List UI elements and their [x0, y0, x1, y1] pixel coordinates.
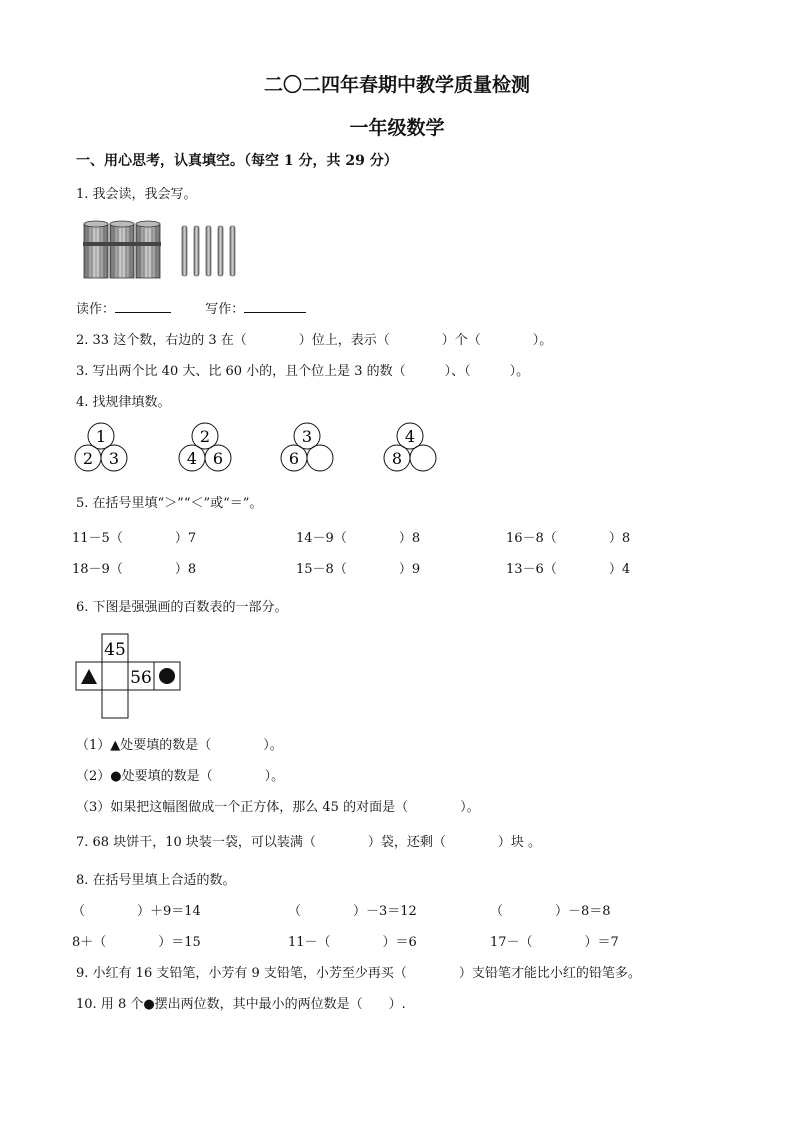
question-6-part-2: （2）●处要填的数是（ ）。 — [76, 769, 285, 784]
loose-stick — [218, 226, 223, 276]
question-9: 9. 小红有 16 支铅笔，小芳有 9 支铅笔，小芳至少再买（ ）支铅笔才能比小红的铅笔多。 — [76, 966, 641, 981]
fill-equation: （ ）－8＝8 — [490, 904, 611, 919]
circle-right-number: 6 — [212, 449, 224, 468]
compare-item: 16－8（ ）8 — [506, 531, 631, 546]
fill-equation: （ ）＋9＝14 — [72, 904, 201, 919]
triangle-icon — [81, 669, 97, 684]
write-label: 写作： — [205, 302, 245, 317]
circle-left-number: 6 — [288, 449, 300, 468]
question-4: 4. 找规律填数。 — [76, 395, 171, 410]
write-answer-blank[interactable] — [244, 299, 306, 313]
circle-top-number: 3 — [301, 427, 313, 446]
loose-stick — [206, 226, 211, 276]
question-2: 2. 33 这个数，右边的 3 在（ ）位上，表示（ ）个（ ）。 — [76, 333, 553, 348]
read-label: 读作： — [76, 302, 116, 317]
stick-bundle-2 — [109, 221, 135, 278]
circle-pattern-figure — [70, 420, 450, 476]
question-6: 6. 下图是强强画的百数表的一部分。 — [76, 600, 288, 615]
question-6-part-3: （3）如果把这幅图做成一个正方体，那么 45 的对面是（ ）。 — [76, 800, 480, 815]
filled-circle-icon — [159, 668, 175, 684]
hundred-chart-net — [74, 633, 186, 719]
compare-item: 14－9（ ）8 — [296, 531, 421, 546]
compare-item: 11－5（ ）7 — [72, 531, 197, 546]
question-10: 10. 用 8 个●摆出两位数，其中最小的两位数是（ ）. — [76, 997, 406, 1012]
stick-bundle-1 — [83, 221, 109, 278]
loose-stick — [182, 226, 187, 276]
stick-bundle-3 — [135, 221, 161, 278]
circle-left-number: 2 — [82, 449, 94, 468]
loose-stick — [194, 226, 199, 276]
circle-group-3 — [281, 423, 333, 471]
fill-equation: 8＋（ ）＝15 — [72, 935, 201, 950]
compare-item: 18－9（ ）8 — [72, 562, 197, 577]
page-subtitle: 一年级数学 — [349, 117, 445, 139]
question-3: 3. 写出两个比 40 大、比 60 小的，且个位上是 3 的数（ ）、（ ）。 — [76, 364, 530, 379]
empty-answer-circle[interactable] — [410, 445, 436, 471]
compare-item: 13－6（ ）4 — [506, 562, 631, 577]
circle-group-2 — [179, 423, 231, 471]
fill-equation: （ ）－3＝12 — [288, 904, 417, 919]
question-6-part-1: （1）▲处要填的数是（ ）。 — [76, 738, 283, 753]
page-title: 二〇二四年春期中教学质量检测 — [263, 74, 530, 96]
section-heading: 一、用心思考，认真填空。（每空 1 分，共 29 分） — [76, 153, 398, 169]
circle-top-number: 1 — [95, 427, 107, 446]
question-5: 5. 在括号里填“＞”“＜”或“＝”。 — [76, 496, 263, 511]
question-8: 8. 在括号里填上合适的数。 — [76, 873, 236, 888]
read-answer-blank[interactable] — [115, 299, 171, 313]
loose-stick — [230, 226, 235, 276]
counting-sticks-illustration — [80, 218, 250, 282]
empty-answer-circle[interactable] — [307, 445, 333, 471]
circle-group-4 — [384, 423, 436, 471]
read-write-line — [76, 298, 306, 317]
compare-item: 15－8（ ）9 — [296, 562, 421, 577]
cell-56: 56 — [130, 668, 152, 688]
fill-equation: 17－（ ）＝7 — [490, 935, 619, 950]
question-1: 1. 我会读，我会写。 — [76, 187, 197, 202]
circle-left-number: 4 — [186, 449, 198, 468]
question-7: 7. 68 块饼干，10 块装一袋，可以装满（ ）袋，还剩（ ）块 。 — [76, 835, 542, 850]
circle-top-number: 4 — [404, 427, 416, 446]
circle-right-number: 3 — [108, 449, 120, 468]
cell-45: 45 — [104, 640, 126, 660]
circle-group-1 — [75, 423, 127, 471]
fill-equation: 11－（ ）＝6 — [288, 935, 417, 950]
circle-left-number: 8 — [391, 449, 403, 468]
circle-top-number: 2 — [199, 427, 211, 446]
